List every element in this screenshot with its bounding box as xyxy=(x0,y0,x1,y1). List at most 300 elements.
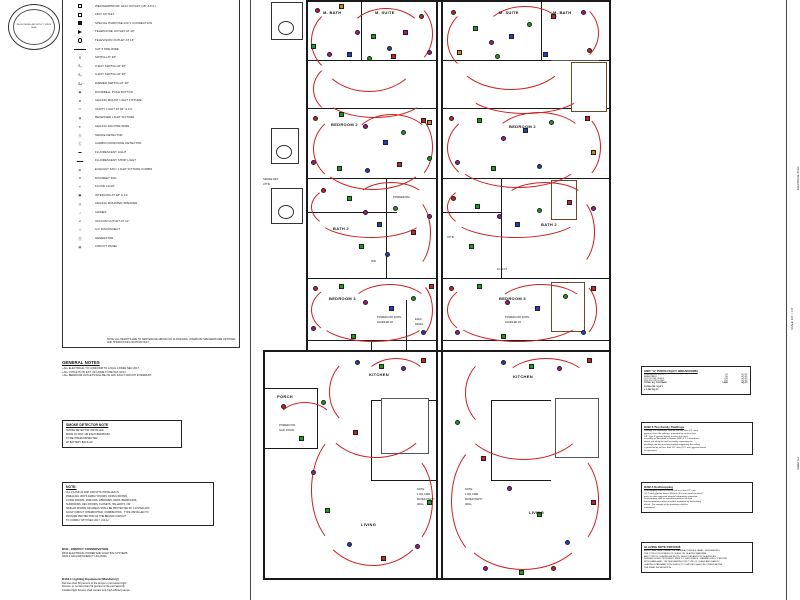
device-marker xyxy=(359,244,364,249)
party-wall xyxy=(436,0,438,580)
room-label: LIVING xyxy=(361,522,377,527)
device-marker xyxy=(587,48,592,53)
note-line: Dwelling unit separation shall be not less than 1/2" thick xyxy=(644,430,698,432)
row-label: 1ST FLOOR LIVING xyxy=(644,378,664,380)
legend-item-label: DISCREET FAN xyxy=(95,175,117,180)
legend-item xyxy=(63,174,239,183)
chimes-icon: ♪ xyxy=(79,210,81,215)
smoke-note-line: W/ BATTERY BACK-UP xyxy=(66,440,93,444)
legend-item xyxy=(63,131,239,140)
television-outlet-icon xyxy=(65,38,95,43)
device-marker xyxy=(351,334,356,339)
plan-annotation: W/D xyxy=(371,260,377,263)
room-label: M. BATH xyxy=(323,10,342,15)
device-marker xyxy=(581,10,586,15)
plan-annotation: PANEL xyxy=(415,323,424,326)
legend-item-label: SWITCH AT 48" xyxy=(95,55,117,60)
device-marker xyxy=(483,566,488,571)
device-marker xyxy=(355,30,360,35)
smoke-note-line: TO BE INTERCONNECTED xyxy=(66,436,98,440)
legend-item xyxy=(63,105,239,114)
legend-item-label: CHIMES xyxy=(95,209,107,214)
device-marker xyxy=(299,436,304,441)
device-marker xyxy=(591,286,596,291)
legend-item-label: 220V OUTLET xyxy=(95,12,115,17)
legend-item xyxy=(63,45,239,54)
legend-item-label: TELEPHONE OUTLET AT 18" xyxy=(95,29,135,34)
device-marker xyxy=(401,130,406,135)
detail-box-2 xyxy=(271,128,299,164)
plan-annotation: 1 HR. FIRE xyxy=(417,493,431,496)
row-label: 2ND FLOOR LIVING xyxy=(644,380,665,382)
device-marker xyxy=(379,364,384,369)
device-marker xyxy=(501,136,506,141)
device-marker xyxy=(393,206,398,211)
device-marker xyxy=(347,196,352,201)
circuit-note-line: SUNROOMS, REC ROOMS, CLOSETS, HALLWAYS, OR xyxy=(66,502,131,506)
device-marker xyxy=(337,166,342,171)
note-line: THE FINAL INSTALLATION. xyxy=(644,566,672,569)
sheet-edge-label: SCALE: 1/4" = 1'-0" xyxy=(791,307,794,330)
ceiling-fan-icon: ✳ xyxy=(78,124,82,129)
interior-wall xyxy=(443,278,609,279)
room-label: BEDROOM 3 xyxy=(499,296,526,301)
device-marker xyxy=(549,120,554,125)
device-marker xyxy=(427,156,432,161)
wire-run xyxy=(323,70,427,118)
legend-item-label: VACUUM OUTLET AT 12" xyxy=(95,218,130,223)
note-line: above and along the wall assembly separating the xyxy=(644,441,693,444)
legend-item-label: FLOOD LIGHT xyxy=(95,184,115,189)
device-marker xyxy=(315,8,320,13)
device-marker xyxy=(585,116,590,121)
device-marker xyxy=(481,456,486,461)
energy-note xyxy=(62,548,222,559)
plan-annotation: POWDER RM. xyxy=(393,196,411,199)
legend-item-label: RECESSED LIGHT FIXTURE xyxy=(95,115,135,120)
device-marker xyxy=(419,14,424,19)
circuit-note-title: NOTE: xyxy=(66,485,77,489)
device-marker xyxy=(427,120,432,125)
telephone-outlet-icon xyxy=(65,30,95,34)
row-value: 24 xyxy=(725,374,728,376)
room-label: BATH 2 xyxy=(333,226,349,231)
legend-item xyxy=(63,36,239,45)
legend-item-label: CIRCUIT PANEL xyxy=(95,244,118,249)
device-marker xyxy=(587,358,592,363)
exterior-wall-right-lower xyxy=(609,350,611,580)
device-marker xyxy=(377,222,382,227)
device-marker xyxy=(411,230,416,235)
note-line: AND TYPE OF GLAZING AS REQ'D. IN ACCORDANCE W/ GLAZING AS xyxy=(644,555,716,558)
device-marker xyxy=(427,214,432,219)
legend-item xyxy=(63,2,239,11)
device-marker xyxy=(455,330,460,335)
plan-annotation: NOTE: xyxy=(417,488,425,491)
equipment-note-title: R404.1 Lighting Equipment (Mandatory) xyxy=(62,577,119,581)
legend-item-label: GENERATOR xyxy=(95,235,114,240)
room-label: M. SUITE xyxy=(499,10,519,15)
device-marker xyxy=(353,430,358,435)
circuit-note-line: SIMILAR ROOMS OR AREAS SHALL BE PROTECTED BY A LISTED ARC xyxy=(66,506,150,510)
recessed-light-icon: ◍ xyxy=(78,116,82,121)
legend-item xyxy=(63,114,239,123)
legend-item-label: WEATHERPROOF GFCI OUTLET (18" A.F.F.) xyxy=(95,3,156,8)
row-value: 1,488 xyxy=(722,382,728,384)
two-family-dwelling-note xyxy=(641,422,753,455)
note-line: is protected by not less than 1/2" thick (12.7 mm) gypsum board xyxy=(644,446,706,449)
note-title: R302.6 Two-Family Dwellings xyxy=(644,425,685,429)
device-marker xyxy=(311,326,316,331)
device-marker xyxy=(475,204,480,209)
party-wall-second xyxy=(441,0,443,580)
legend-item-label: CEILING MOUNT LIGHT FIXTURE xyxy=(95,98,142,103)
device-marker xyxy=(477,284,482,289)
draftstopping-note xyxy=(641,482,753,513)
device-marker xyxy=(507,486,512,491)
three-way-switch-icon: S₃ xyxy=(78,64,82,69)
note-line: Draftstopping material shall be not less than 1/2" inch xyxy=(644,490,696,492)
device-marker xyxy=(371,34,376,39)
plan-annotation: 1 HR. FIRE xyxy=(465,493,479,496)
device-marker xyxy=(385,252,390,257)
flood-light-icon: ◓ xyxy=(79,184,81,189)
plan-annotation: POWER FOR FURN. xyxy=(505,316,530,319)
device-marker xyxy=(537,164,542,169)
outlet-220v-icon xyxy=(65,13,95,17)
interior-wall xyxy=(307,278,437,279)
device-marker xyxy=(449,116,454,121)
row-label: REAR PATIO xyxy=(644,376,657,378)
equipment-note-line: fixtures, or not less than 50 percent of the permanently xyxy=(62,585,125,589)
device-marker xyxy=(363,210,368,215)
legend-item xyxy=(63,71,239,80)
legend-note: NOTE: ALL HEIGHTS ARE TO CENTERLINE ABOVE FIN. FLOOR ENG. INTERCOM SPEAKERS ARE OPTIONAL AND SHOWN FOR LOCATION ONLY. xyxy=(107,337,236,344)
device-marker xyxy=(557,366,562,371)
legend-item xyxy=(63,79,239,88)
intercom-icon: ▣ xyxy=(78,193,82,198)
detail-box-3 xyxy=(271,188,303,224)
legend-item xyxy=(63,200,239,209)
circuit-note-line: LIVING ROOMS, PARLORS, LIBRARIES, DENS, BEDROOMS, xyxy=(66,498,137,502)
legend-item-label: FLUORESCENT LIGHT xyxy=(95,149,127,154)
sheet-edge-label: SHEET E-1 xyxy=(797,456,800,470)
exterior-wall-left-upper xyxy=(306,0,308,350)
legend-item-label: SPECIAL PURPOSE 220 V CONNECTION xyxy=(95,20,153,25)
device-marker xyxy=(491,166,496,171)
legend-item-label: CARBON MONOXIDE DETECTOR xyxy=(95,141,142,146)
device-marker xyxy=(477,118,482,123)
device-marker xyxy=(489,40,494,45)
legend-item-label: CEILING MOUNTED SPEAKER xyxy=(95,201,138,206)
device-marker xyxy=(391,54,396,59)
device-marker xyxy=(321,188,326,193)
legend-item-label: TELEVISION OUTLET AT 18" xyxy=(95,38,135,43)
legend-item xyxy=(63,208,239,217)
note-line: gypsum sheet the ceiling is protected by not less than xyxy=(644,432,696,435)
wire-run xyxy=(363,358,429,406)
row-value: 96 xyxy=(725,376,728,378)
plan-annotation: GAR. DOOR xyxy=(279,429,294,432)
legend-item xyxy=(63,191,239,200)
architect-stamp-text: REGISTERED ARCHITECT STATE SEAL xyxy=(13,9,55,45)
row-unit: SQ.FT. xyxy=(741,376,748,378)
legend-rows xyxy=(63,2,239,251)
four-way-switch-icon: S₄ xyxy=(78,73,82,78)
note-line: (12.7 mm) gypsum board, 3/8-inch (9.5 mm) wood structural xyxy=(644,492,703,495)
note-line: dwellings and the structural framing supporting the ceiling xyxy=(644,443,700,446)
device-marker xyxy=(563,294,568,299)
general-notes xyxy=(62,360,182,378)
device-marker xyxy=(451,10,456,15)
device-marker xyxy=(325,508,330,513)
device-marker xyxy=(421,358,426,363)
table-row xyxy=(644,382,748,384)
note-line: DEFINED IN SECTION R308.1 R308.1.1 THRU R308.4 - HAZARDOUS LOCATIONS xyxy=(644,558,727,561)
special-purpose-icon xyxy=(65,21,95,25)
sheet-right-border xyxy=(786,0,800,600)
vacuum-outlet-icon: ⌀ xyxy=(79,219,81,224)
device-marker xyxy=(581,330,586,335)
device-marker xyxy=(321,400,326,405)
vanity-light-icon: ▭ xyxy=(78,107,82,112)
device-marker xyxy=(567,200,572,205)
plan-annotation: POWER FOR FURN. xyxy=(377,316,402,319)
exterior-wall-left-lower xyxy=(263,350,265,580)
device-marker xyxy=(501,360,506,365)
device-marker xyxy=(519,570,524,575)
exterior-wall-right-upper xyxy=(609,0,611,350)
device-marker xyxy=(565,540,570,545)
wire-run xyxy=(393,280,433,340)
legend-item-label: FLUORESCENT STRIP LIGHT xyxy=(95,158,137,163)
device-marker xyxy=(387,46,392,51)
room-label: BEDROOM 2 xyxy=(331,122,358,127)
row-unit: SQ.FT. xyxy=(741,382,748,384)
glazing-note xyxy=(641,542,753,573)
device-marker xyxy=(311,470,316,475)
legend-item xyxy=(63,122,239,131)
device-marker xyxy=(469,244,474,249)
device-marker xyxy=(455,420,460,425)
legend-item-label: CAT 5 PRE-WIRE xyxy=(95,46,119,51)
legend-item xyxy=(63,62,239,71)
plan-annotation: ATTIC xyxy=(263,183,271,186)
legend-item-label: EXHAUST FAN / LIGHT FIXTURE COMBO xyxy=(95,166,153,171)
doorbell-button-icon: ◉ xyxy=(78,90,82,95)
note-line: panel or other approved material adequately supported. xyxy=(644,495,698,498)
device-marker xyxy=(355,360,360,365)
ceiling-speaker-icon: ◎ xyxy=(78,201,82,206)
circuit-note-line: PROVIDE PROTECTION OF THE BRANCH CIRCUIT xyxy=(66,515,127,519)
legend-item-label: 3-WAY SWITCH AT 48" xyxy=(95,63,127,68)
plan-annotation: RATED PARTY xyxy=(417,498,435,501)
device-marker xyxy=(313,286,318,291)
legend-item xyxy=(63,88,239,97)
electrical-floor-plan xyxy=(250,0,796,600)
note-line: framing members when provided separated by the building xyxy=(644,501,701,504)
device-marker xyxy=(421,118,426,123)
smoke-note-line: MIN'M 10' DIST. OR EACH BEDROOM xyxy=(66,432,110,436)
circuit-panel-icon: ▤ xyxy=(78,244,82,249)
device-marker xyxy=(311,44,316,49)
porch-total-label: TOTAL FIN. SQ.FT. xyxy=(644,386,664,388)
general-notes-line: • ALL OUTLETS ON EXT. OF HOME TO BE W.P. GFCI. xyxy=(62,370,127,374)
smoke-detector-note xyxy=(62,420,182,448)
porch-wall xyxy=(263,448,318,449)
device-marker xyxy=(501,334,506,339)
legend-item-label: DIMMER SWITCH AT 48" xyxy=(95,81,129,86)
porch-total-value: = 1,608 SQ.FT. xyxy=(644,388,659,391)
legend-item-label: CEILING FAN PRE-WIRE xyxy=(95,124,130,128)
device-marker xyxy=(403,30,408,35)
legend-item xyxy=(63,140,239,149)
circuit-note-line: FAULT CIRCUIT INTERRUPTER, COMBINATION - TYPE INSTALLED TO xyxy=(66,510,149,514)
circuit-note-line: ALL 15 AND 20 AMP CIRCUITS INSTALLED IN xyxy=(66,490,119,494)
energy-note-line: R404 ELECTRICAL POWER AND LIGHTING SYSTEMS xyxy=(62,551,128,555)
device-marker xyxy=(509,34,514,39)
device-marker xyxy=(311,160,316,165)
device-marker xyxy=(427,50,432,55)
device-marker xyxy=(591,206,596,211)
wire-run xyxy=(551,196,595,268)
device-marker xyxy=(457,50,462,55)
wire-run xyxy=(465,66,585,114)
device-marker xyxy=(339,112,344,117)
row-unit: SQ.FT. xyxy=(741,374,748,376)
plan-annotation: HANDLER #2 xyxy=(377,321,394,324)
room-label: BEDROOM 3 xyxy=(329,296,356,301)
room-label: PORCH xyxy=(277,394,293,399)
circuit-note xyxy=(62,482,214,526)
device-marker xyxy=(591,150,596,155)
plan-annotation: WALL xyxy=(465,503,472,506)
device-marker xyxy=(365,168,370,173)
legend-item xyxy=(63,157,239,166)
plan-annotation: WALL xyxy=(417,503,424,506)
generator-icon: Ⓖ xyxy=(78,236,82,241)
legend-item xyxy=(63,19,239,28)
plan-annotation: 10 20 FT xyxy=(497,268,508,271)
device-marker xyxy=(421,330,426,335)
device-marker xyxy=(397,162,402,167)
fluorescent-light-icon: ▬ xyxy=(78,150,82,155)
device-marker xyxy=(281,404,286,409)
device-marker xyxy=(473,26,478,31)
dimmer-switch-icon: S𝒹 xyxy=(78,81,82,86)
switch-icon: S xyxy=(78,55,82,60)
note-line: maintained. xyxy=(644,506,656,509)
legend-item-label: DOORBELL PUSH BUTTON xyxy=(95,89,133,94)
device-marker xyxy=(367,56,372,61)
room-label: KITCHEN xyxy=(513,374,533,379)
general-notes-line: • ALL BEDROOM OUTLETS WILL BE ON ARC FAULT CIRCUIT INTERRUPT. xyxy=(62,374,153,378)
wire-run xyxy=(503,358,589,408)
note-line: EACH PANE SHALL BEAR THE MANUFACTURER'S LABEL, DESIGNATING xyxy=(644,550,720,552)
row-unit: SQ.FT. xyxy=(741,380,748,382)
plan-annotation: HANDLER #1 xyxy=(505,321,522,324)
device-marker xyxy=(543,52,548,57)
carbon-monoxide-detector-icon: Ⓒ xyxy=(78,142,82,147)
note-title: R302.5 Draftstopping xyxy=(644,485,674,489)
wire-run xyxy=(549,112,601,182)
row-unit: SQ.FT. xyxy=(741,378,748,380)
row-label: TOTAL SQ. FOOTAGE xyxy=(644,382,667,384)
device-marker xyxy=(363,124,368,129)
legend-item xyxy=(63,148,239,157)
legend-item xyxy=(63,11,239,20)
equipment-note-line: installed light fixtures shall contain only high-efficacy lamps. xyxy=(62,588,131,592)
discreet-fan-icon: ⊜ xyxy=(78,176,82,181)
energy-note-line: R404.1 HIGH EFFICIENCY LIGHTING. xyxy=(62,555,108,559)
device-marker xyxy=(495,54,500,59)
legend-item xyxy=(63,28,239,37)
row-label: PORCH (4'-0" X 6'-0") xyxy=(644,374,666,376)
device-marker xyxy=(449,286,454,291)
plan-annotation: ELEC. xyxy=(415,318,423,321)
sheet-edge-label: ELECTRICAL PLAN xyxy=(797,166,800,190)
architect-stamp xyxy=(8,4,60,50)
device-marker xyxy=(347,52,352,57)
general-notes-title: GENERAL NOTES xyxy=(62,360,100,365)
fluorescent-strip-icon: ▬▬ xyxy=(76,158,84,163)
device-marker xyxy=(363,300,368,305)
device-marker xyxy=(415,544,420,549)
smoke-detector-icon: Ⓢ xyxy=(78,133,82,138)
equipment-note xyxy=(62,578,242,592)
legend-item xyxy=(63,97,239,106)
legend-item xyxy=(63,243,239,252)
detail-box-1 xyxy=(271,2,303,40)
equipment-note-line: Not less than 50 percent of the lamps in permanent light xyxy=(62,581,127,585)
plan-annotation: ATTIC xyxy=(447,236,455,239)
device-marker xyxy=(429,284,434,289)
device-marker xyxy=(401,366,406,371)
smoke-note-title: SMOKE DETECTOR NOTE xyxy=(66,423,109,427)
note-line: GLAZING STANDARD WITH WHICH IT COMPLIES SHALL BE VISIBLE AFTER xyxy=(644,563,723,566)
device-marker xyxy=(339,284,344,289)
exhaust-fan-light-combo-icon: ⊞ xyxy=(78,167,82,172)
plan-annotation: SMOKE DET. xyxy=(263,178,279,181)
row-value: 744 xyxy=(724,378,728,380)
general-notes-line: • ALL ELECTRICAL TO CONFORM TO LOCAL CODES NEC 2017. xyxy=(62,367,140,371)
device-marker xyxy=(591,500,596,505)
device-marker xyxy=(535,306,540,311)
cat5-prewire-icon xyxy=(65,49,95,50)
legend-item xyxy=(63,225,239,234)
device-marker xyxy=(515,222,520,227)
device-marker xyxy=(389,306,394,311)
device-marker xyxy=(455,160,460,165)
legend-item xyxy=(63,54,239,63)
note-line: assembly as described in Section R302.3.1, a membrane xyxy=(644,438,700,441)
note-title: GLAZING NOTE PER R308 xyxy=(644,545,681,549)
device-marker xyxy=(551,566,556,571)
plan-annotation: POWER FOR xyxy=(279,424,295,427)
device-marker xyxy=(383,140,388,145)
device-marker xyxy=(327,52,332,57)
note-line: Draftstopping shall be installed parallel to the floor xyxy=(644,498,693,501)
plan-annotation: RATED PARTY xyxy=(465,498,483,501)
device-marker xyxy=(347,542,352,547)
legend-item-label: SMOKE DETECTOR xyxy=(95,132,123,137)
electrical-legend xyxy=(62,0,240,348)
device-marker xyxy=(381,556,386,561)
note-line: THE TYPE & THICKNESS OF GLASS OR GLAZING MATERIAL, xyxy=(644,552,708,555)
legend-item-label: 4-WAY SWITCH AT 48" xyxy=(95,72,127,77)
weatherproof-gfci-icon xyxy=(65,4,95,8)
porch-schedule-title: UNIT "A" PORCH SQ.FT. BREAKDOWN xyxy=(644,369,698,373)
